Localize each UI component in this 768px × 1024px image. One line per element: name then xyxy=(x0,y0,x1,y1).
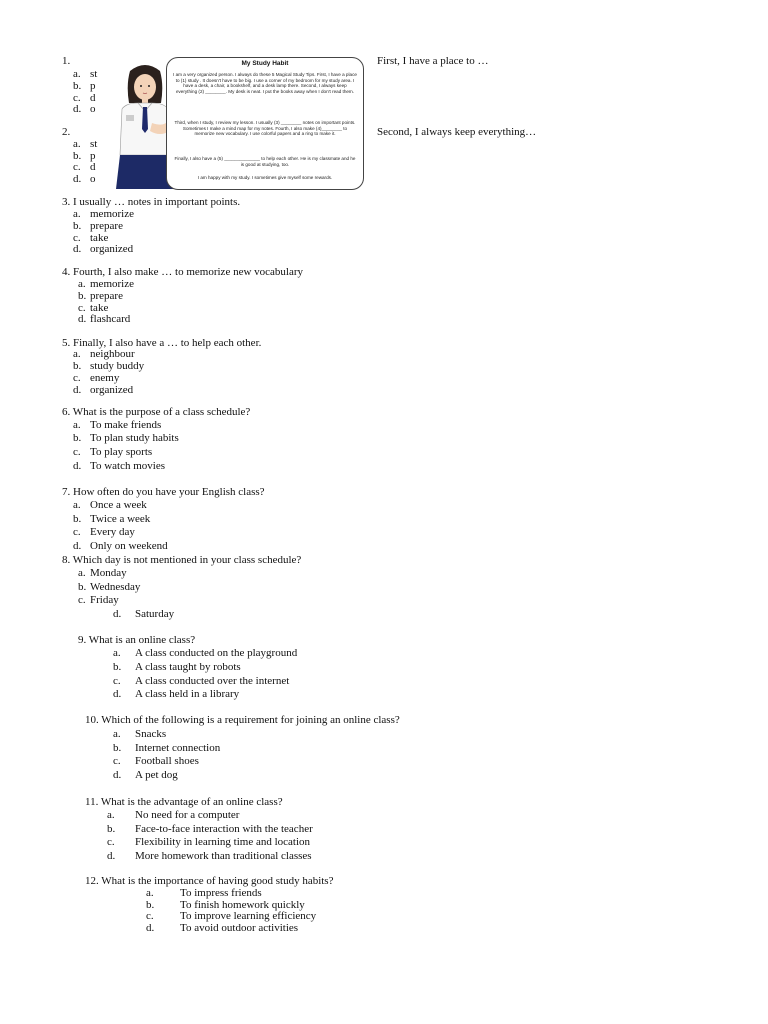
q6-stem: 6. What is the purpose of a class schedule? xyxy=(62,406,251,418)
story-paragraph-4: I am happy with my study. I sometimes give myself some rewards. xyxy=(197,175,333,180)
q8-option-b: b. Wednesday xyxy=(78,581,141,593)
q2-option-c: c. d xyxy=(73,161,96,173)
story-paragraph-2: Third, when I study, I review my lesson. I usually (3) ________ notes on important points. Sometimes I make a mind map for my notes. Fourth, I also make (4)________ to memorize new vocabulary. I use colorful papers and a ring to make it. xyxy=(174,120,356,137)
story-panel xyxy=(166,57,364,190)
q3-option-d: d. organized xyxy=(73,243,134,255)
q7-stem: 7. How often do you have your English class? xyxy=(62,486,265,498)
study-habit-figure xyxy=(112,55,364,190)
q3-option-c: c. take xyxy=(73,232,109,244)
q2-option-a: a. st xyxy=(73,138,98,150)
q10-option-b: b. Internet connection xyxy=(113,742,221,754)
q2-option-d: d. o xyxy=(73,173,96,185)
q8-option-a: a. Monday xyxy=(78,567,127,579)
q7-option-b: b. Twice a week xyxy=(73,513,151,525)
q7-option-a: a. Once a week xyxy=(73,499,147,511)
q8-option-c: c. Friday xyxy=(78,594,119,606)
q8-option-d: d. Saturday xyxy=(113,608,175,620)
q2-number: 2. xyxy=(62,126,71,138)
q1-stem: First, I have a place to … xyxy=(377,55,489,67)
q12-option-b: b. To finish homework quickly xyxy=(146,899,305,911)
q3-option-a: a. memorize xyxy=(73,208,134,220)
q5-option-a: a. neighbour xyxy=(73,348,135,360)
q10-option-c: c. Football shoes xyxy=(113,755,199,767)
q4-option-c: c. take xyxy=(78,302,109,314)
q7-option-c: c. Every day xyxy=(73,526,135,538)
q9-stem: 9. What is an online class? xyxy=(78,634,196,646)
q4-option-b: b. prepare xyxy=(78,290,123,302)
q6-option-a: a. To make friends xyxy=(73,419,162,431)
q9-option-d: d. A class held in a library xyxy=(113,688,240,700)
q11-option-c: c. Flexibility in learning time and location xyxy=(107,836,311,848)
q9-option-a: a. A class conducted on the playground xyxy=(113,647,298,659)
q1-option-d: d. o xyxy=(73,103,96,115)
q9-option-b: b. A class taught by robots xyxy=(113,661,241,673)
q10-option-a: a. Snacks xyxy=(113,728,167,740)
story-paragraph-3: Finally, I also have a (5) ______________ to help each other. He is my classmate and he is good at studying, too. xyxy=(174,156,356,167)
q3-stem: 3. I usually … notes in important points. xyxy=(62,196,241,208)
q5-option-c: c. enemy xyxy=(73,372,120,384)
q9-option-c: c. A class conducted over the internet xyxy=(113,675,290,687)
q12-option-a: a. To impress friends xyxy=(146,887,262,899)
q1-number: 1. xyxy=(62,55,71,67)
q10-option-d: d. A pet dog xyxy=(113,769,178,781)
q12-option-c: c. To improve learning efficiency xyxy=(146,910,317,922)
q12-stem: 12. What is the importance of having good study habits? xyxy=(85,875,334,887)
q2-stem: Second, I always keep everything… xyxy=(377,126,537,138)
q2-option-b: b. p xyxy=(73,150,96,162)
q1-option-a: a. st xyxy=(73,68,98,80)
q11-stem: 11. What is the advantage of an online class? xyxy=(85,796,283,808)
story-paragraph-1: I am a very organized person. I always do these 5 Magical Study Tips. First, I have a place to (1) study . It doesn't have to be big. I use a corner of my bedroom for my study area. I have a desk, a chair, a bookshelf, and a desk lamp there. Second, I always keep everything (2) ________. My desk is neat. I put the books away when I don't read them. xyxy=(173,72,357,94)
q6-option-b: b. To plan study habits xyxy=(73,432,179,444)
q7-option-d: d. Only on weekend xyxy=(73,540,168,552)
q5-option-d: d. organized xyxy=(73,384,134,396)
q10-stem: 10. Which of the following is a requirement for joining an online class? xyxy=(85,714,400,726)
q3-option-b: b. prepare xyxy=(73,220,123,232)
q1-option-c: c. d xyxy=(73,92,96,104)
q5-stem: 5. Finally, I also have a … to help each other. xyxy=(62,337,262,349)
q4-option-d: d. flashcard xyxy=(78,313,131,325)
q12-option-d: d. To avoid outdoor activities xyxy=(146,922,299,934)
q6-option-c: c. To play sports xyxy=(73,446,153,458)
q5-option-b: b. study buddy xyxy=(73,360,145,372)
story-title: My Study Habit xyxy=(241,60,289,67)
q11-option-d: d. More homework than traditional classes xyxy=(107,850,312,862)
q1-option-b: b. p xyxy=(73,80,96,92)
q11-option-b: b. Face-to-face interaction with the teacher xyxy=(107,823,313,835)
q6-option-d: d. To watch movies xyxy=(73,460,165,472)
q4-option-a: a. memorize xyxy=(78,278,134,290)
q4-stem: 4. Fourth, I also make … to memorize new vocabulary xyxy=(62,266,304,278)
q11-option-a: a. No need for a computer xyxy=(107,809,240,821)
q8-stem: 8. Which day is not mentioned in your class schedule? xyxy=(62,554,302,566)
